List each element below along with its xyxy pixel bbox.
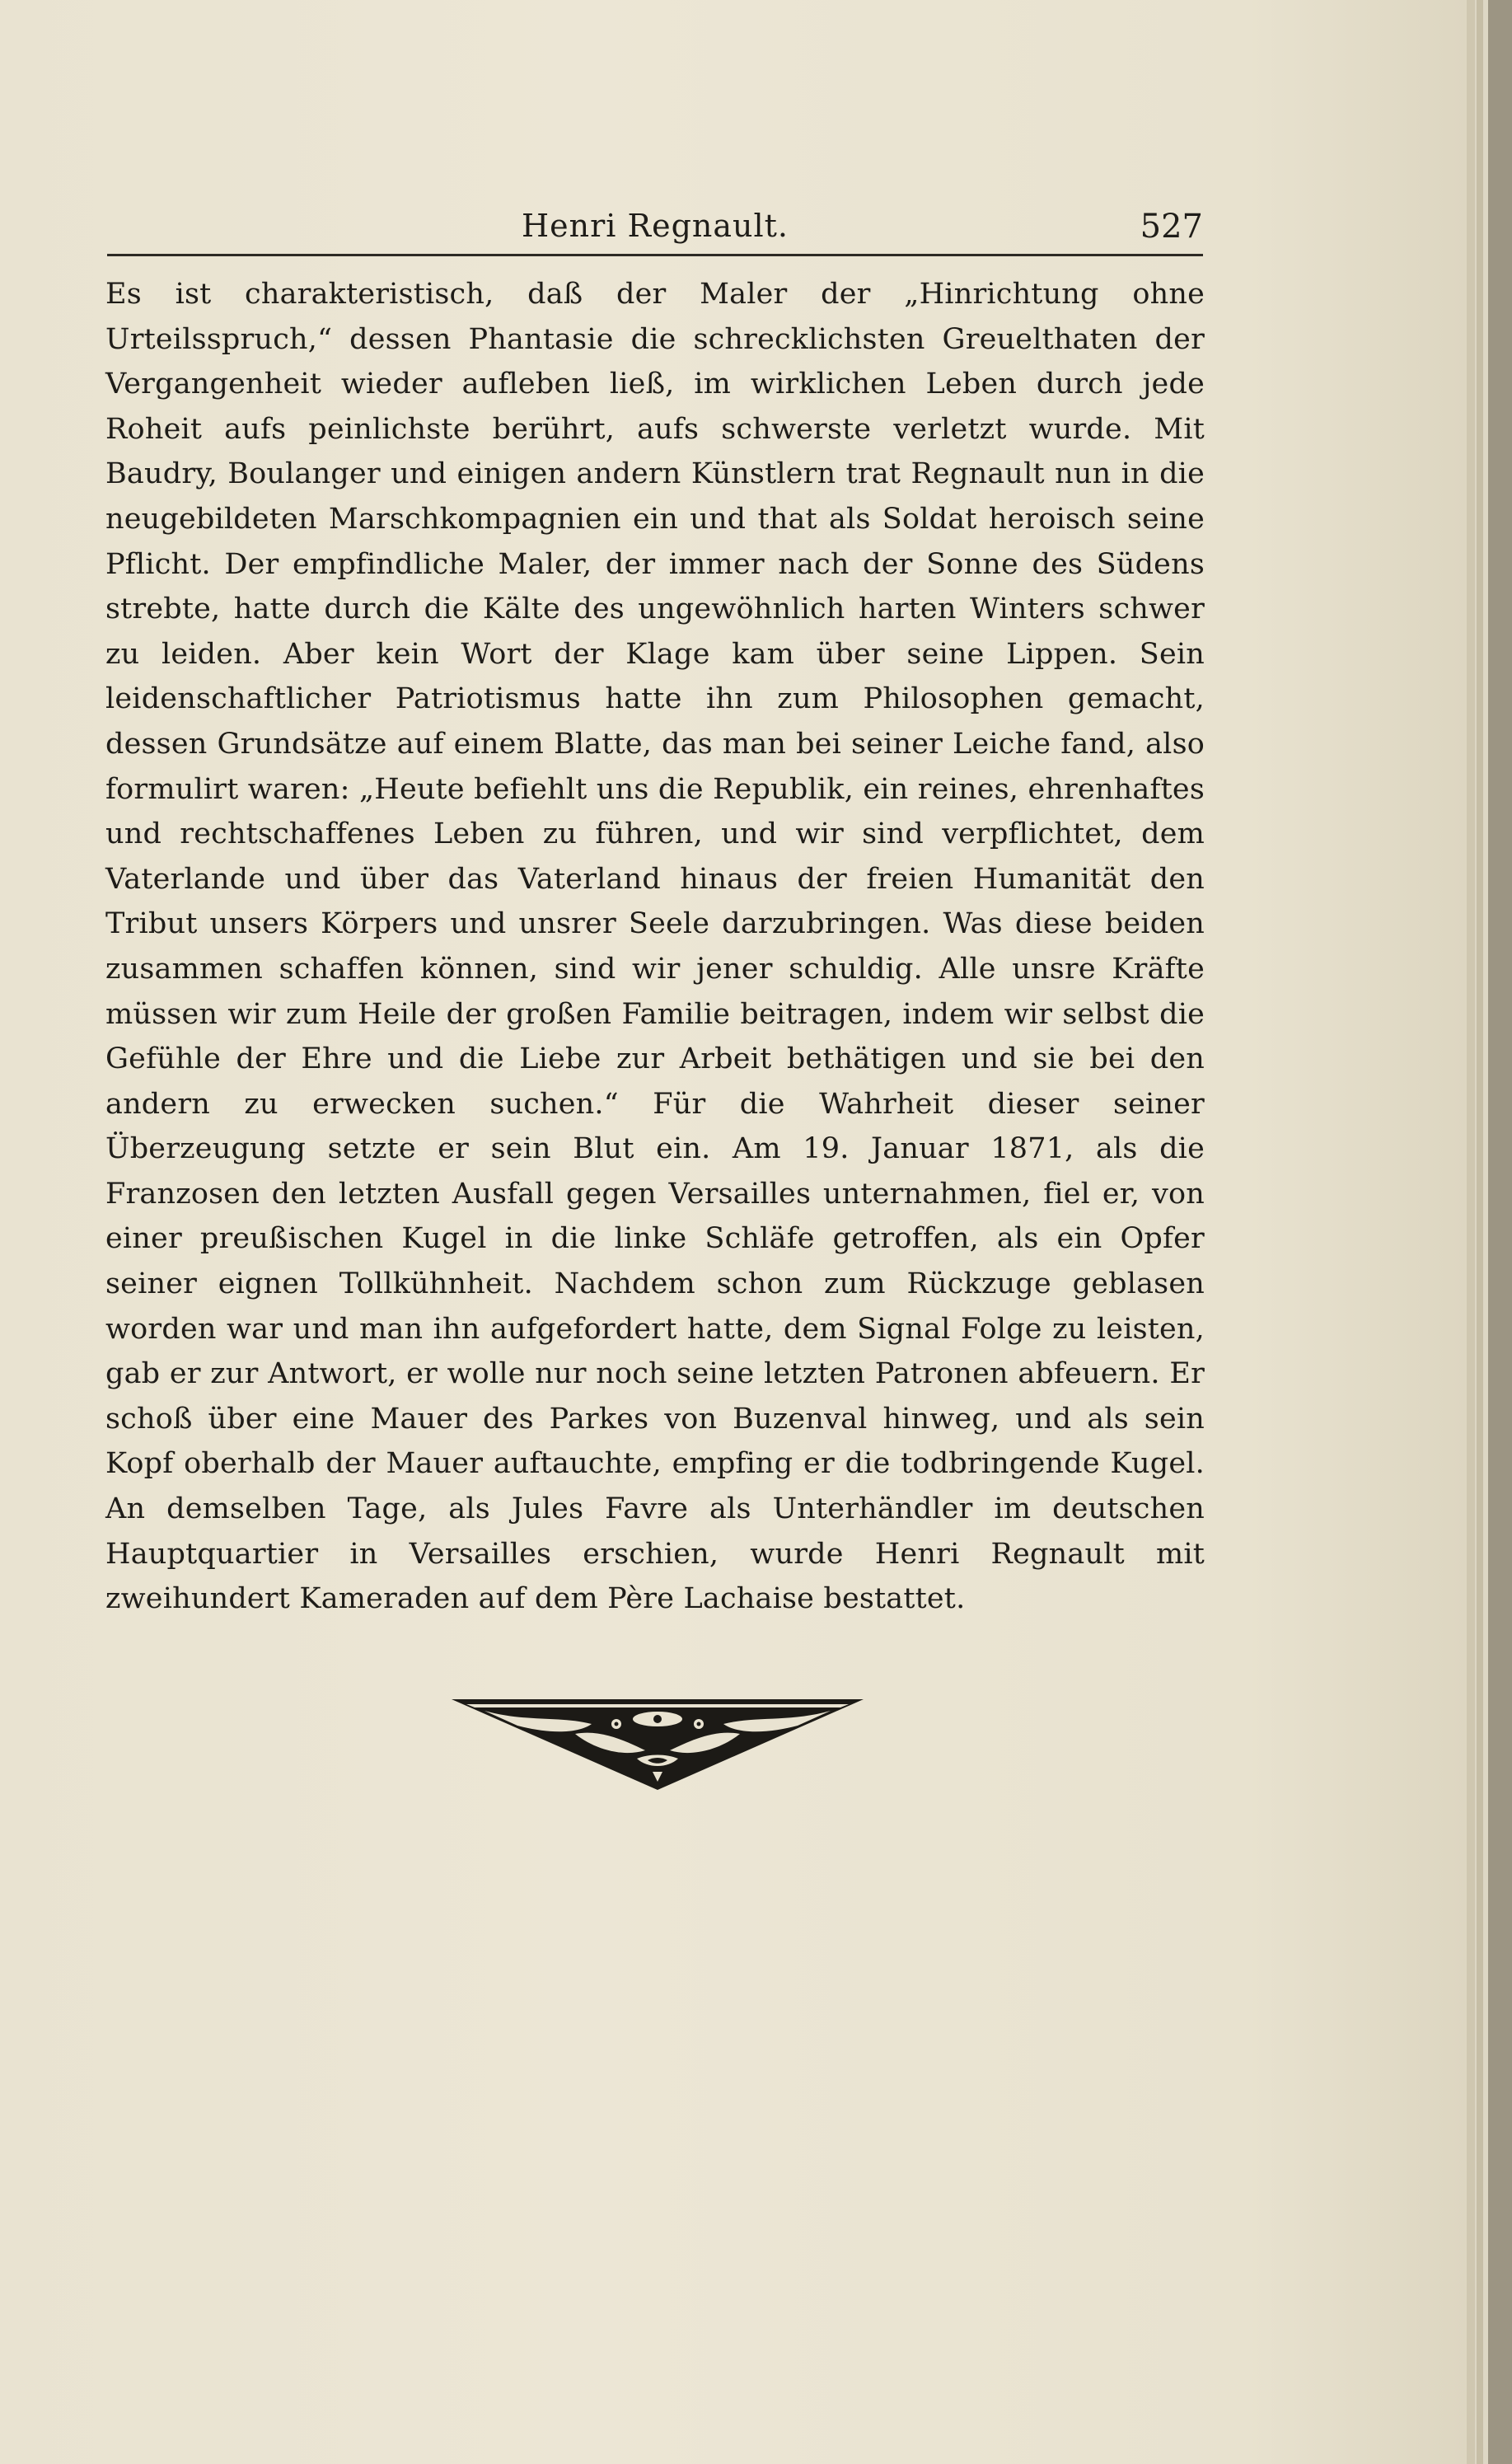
page-header [107, 204, 1203, 256]
running-head: Henri Regnault. [521, 208, 789, 244]
page-edge [1488, 0, 1512, 2464]
paragraph: Es ist charakteristisch, daß der Maler der „Hinrichtung ohne Urteilsspruch,“ dessen Phantasie die schrecklichsten Greuelthaten der Vergangenheit wieder aufleben ließ, im wirklichen Leben durch jede Roheit aufs peinlichste berührt, aufs schwerste verletzt wurde. Mit Baudry, Boulanger und einigen andern Künstlern trat Regnault nun in die neugebildeten Marschkompagnien ein und that als Soldat heroisch seine Pflicht. Der empfindliche Maler, der immer nach der Sonne des Südens strebte, hatte durch die Kälte des ungewöhnlich harten Winters schwer zu leiden. Aber kein Wort der Klage kam über seine Lippen. Sein leidenschaftlicher Patriotismus hatte ihn zum Philosophen gemacht, dessen Grundsätze auf einem Blatte, das man bei seiner Leiche fand, also formulirt waren: „Heute befiehlt uns die Republik, ein reines, ehrenhaftes und rechtschaffenes Leben zu führen, und wir sind verpflichtet, dem Vaterlande und über das Vaterland hinaus der freien Humanität den Tribut unsers Körpers und unsrer Seele darzubringen. Was diese beiden zusammen schaffen können, sind wir jener schuldig. Alle unsre Kräfte müssen wir zum Heile der großen Familie beitragen, indem wir selbst die Gefühle der Ehre und die Liebe zur Arbeit bethätigen und sie bei den andern zu erwecken suchen.“ Für die Wahrheit dieser seiner Überzeugung setzte er sein Blut ein. Am 19. Januar 1871, als die Franzosen den letzten Ausfall gegen Versailles unternahmen, fiel er, von einer preußischen Kugel in die linke Schläfe getroffen, als ein Opfer seiner eignen Tollkühnheit. Nachdem schon zum Rückzuge geblasen worden war und man ihn aufgefordert hatte, dem Signal Folge zu leisten, gab er zur Antwort, er wolle nur noch seine letzten Patronen abfeuern. Er schoß über eine Mauer des Parkes von Buzenval hinweg, und als sein Kopf oberhalb der Mauer auftauchte, empfing er die todbringende Kugel. An demselben Tage, als Jules Favre als Unterhändler im deutschen Hauptquartier in Versailles erschien, wurde Henri Regnault mit zweihundert Kameraden auf dem Père Lachaise bestattet. [105, 278, 1205, 1616]
page-edge [1477, 0, 1483, 2464]
body-text [105, 272, 1205, 1616]
decorative-tailpiece-ornament-icon [452, 1699, 864, 1790]
page-number: 527 [1140, 208, 1203, 246]
page-edge [1467, 0, 1475, 2464]
